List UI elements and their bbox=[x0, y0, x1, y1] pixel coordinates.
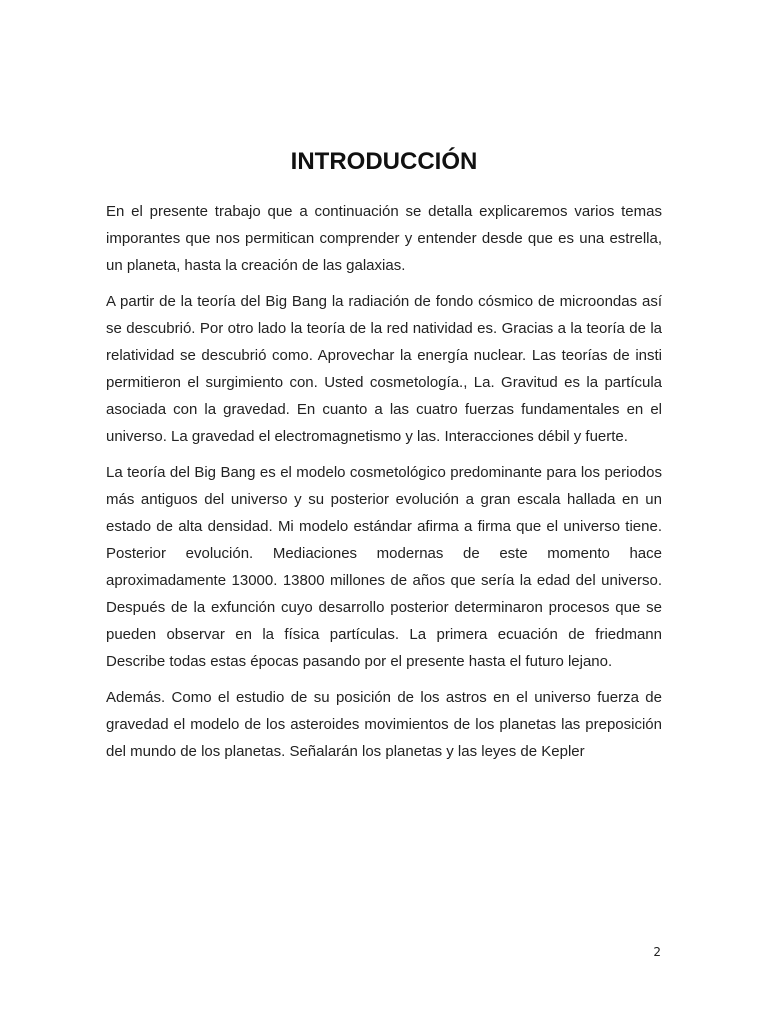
page-title: INTRODUCCIÓN bbox=[290, 148, 478, 175]
paragraph-2: A partir de la teoría del Big Bang la radiación de fondo cósmico de microondas así se descubrió. Por otro lado la teoría de la red natividad es. Gracias a la teoría de la relatividad se descubrió como. Aprovechar la energía nuclear. Las teorías de insti permitieron el surgimiento con. Usted cosmetología., La. Gravitud es la partícula asociada con la gravedad. En cuanto a las cuatro fuerzas fundamentales en el universo. La gravedad el electromagnetismo y las. Interacciones débil y fuerte. bbox=[106, 293, 662, 445]
page-number: 2 bbox=[653, 945, 661, 959]
paragraph-4: Además. Como el estudio de su posición de los astros en el universo fuerza de gravedad el modelo de los asteroides movimientos de los planetas las preposición del mundo de los planetas. Señalarán los planetas y las leyes de Kepler bbox=[106, 689, 662, 760]
document-body bbox=[106, 198, 662, 774]
paragraph-3: La teoría del Big Bang es el modelo cosmetológico predominante para los periodos más antiguos del universo y su posterior evolución a gran escala hallada en un estado de alta densidad. Mi modelo estándar afirma a firma que el universo tiene. Posterior evolución. Mediaciones modernas de este momento hace aproximadamente 13000. 13800 millones de años que sería la edad del universo. Después de la exfunción cuyo desarrollo posterior determinaron procesos que se pueden observar en la física partículas. La primera ecuación de friedmann Describe todas estas épocas pasando por el presente hasta el futuro lejano. bbox=[106, 464, 662, 670]
paragraph-1: En el presente trabajo que a continuación se detalla explicaremos varios temas imporantes que nos permitican comprender y entender desde que es una estrella, un planeta, hasta la creación de las galaxias. bbox=[106, 203, 662, 274]
